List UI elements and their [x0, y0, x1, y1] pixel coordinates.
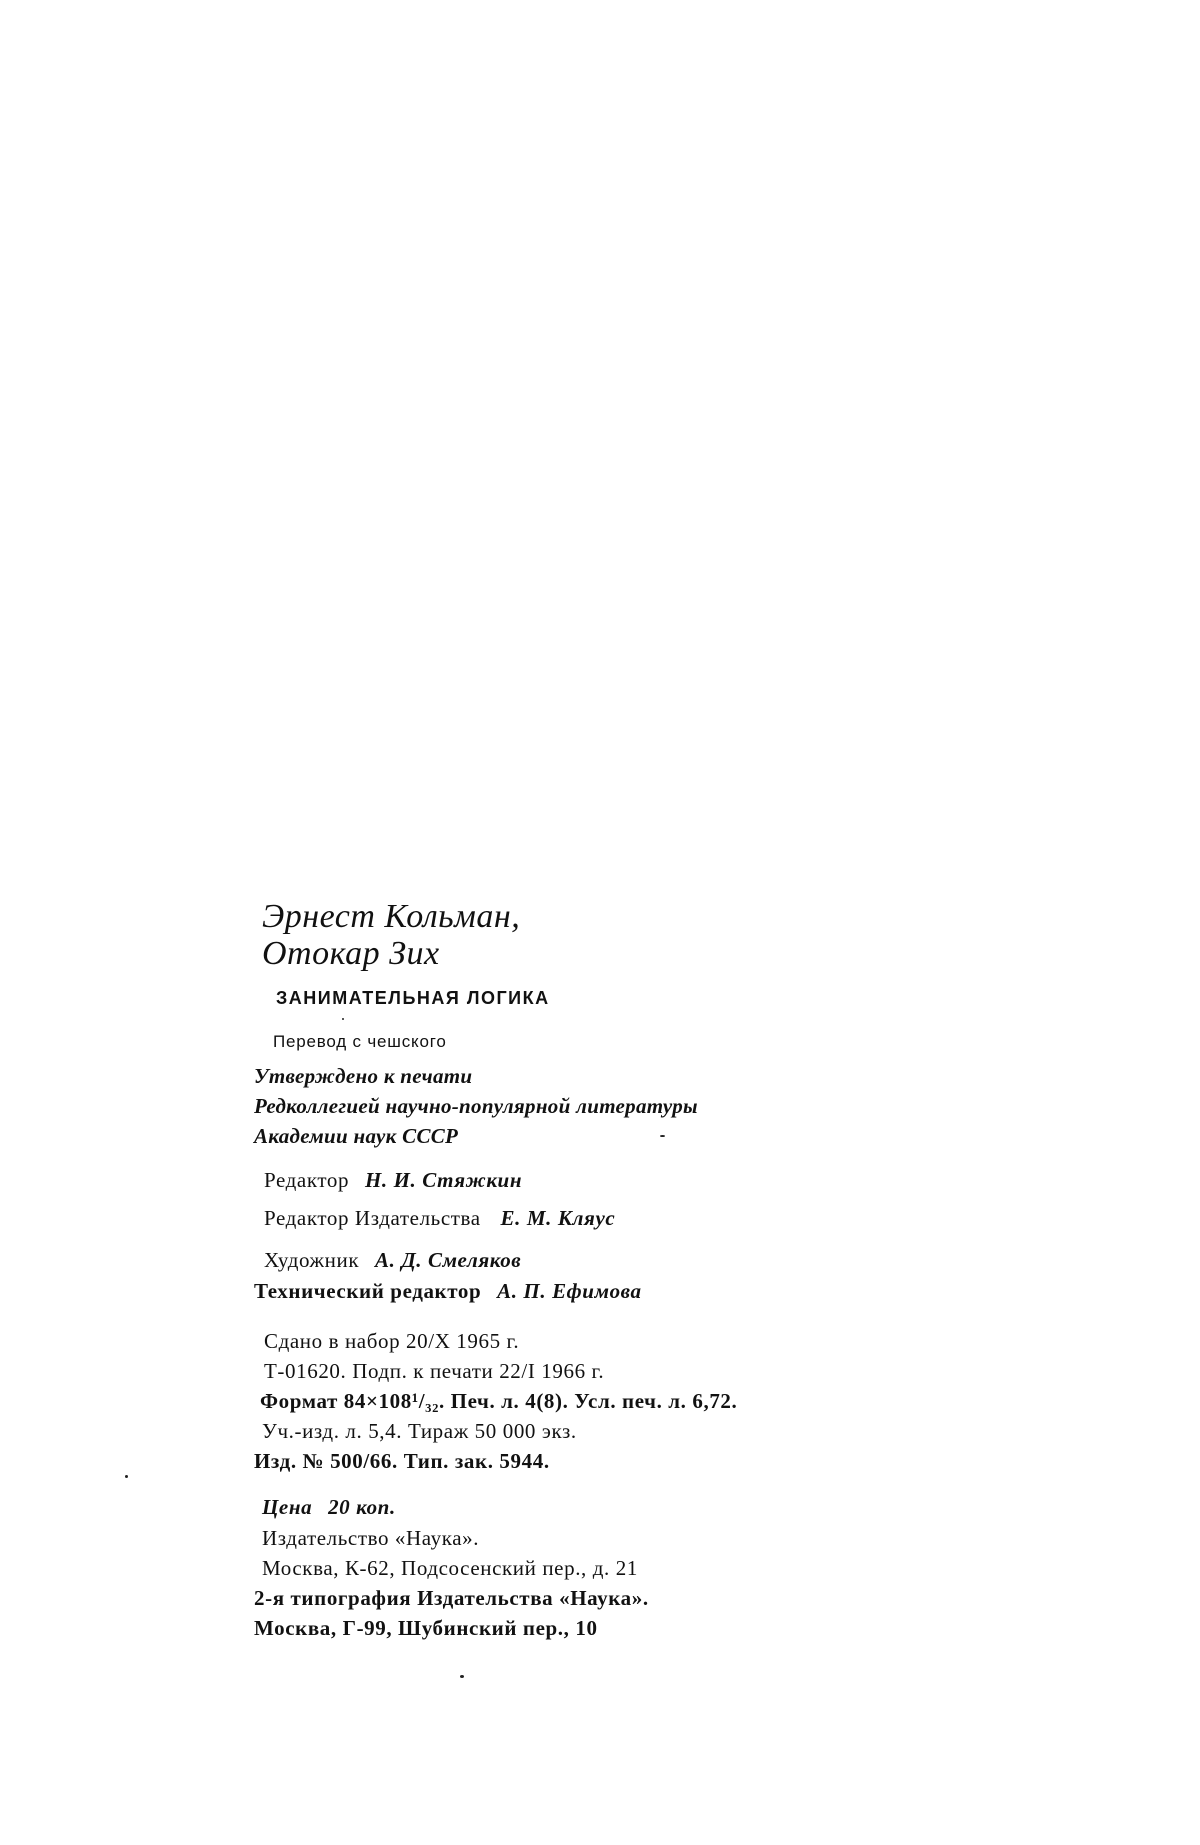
price-label: Цена: [262, 1495, 313, 1519]
artist-role: Художник: [264, 1248, 360, 1272]
publisher-line-1: Издательство «Наука».: [262, 1526, 480, 1550]
translation-note: Перевод с чешского: [273, 1032, 447, 1051]
publisher-line-2: Москва, К-62, Подсосенский пер., д. 21: [262, 1556, 638, 1580]
artist-credit: [264, 1248, 521, 1273]
scan-speck: [660, 1135, 665, 1137]
scan-speck: [460, 1675, 464, 1678]
author-line-1: Эрнест Кольман,: [262, 898, 521, 935]
scan-speck: [125, 1475, 128, 1478]
tech-editor-name: А. П. Ефимова: [497, 1279, 642, 1303]
approval-line-2: Редколлегией научно-популярной литературы: [254, 1094, 698, 1118]
imprint-line-5: Изд. № 500/66. Тип. зак. 5944.: [254, 1449, 550, 1473]
editor-name: Н. И. Стяжкин: [364, 1168, 523, 1192]
approval-line-3: Академии наук СССР: [254, 1124, 459, 1148]
editor-role: Редактор: [264, 1168, 350, 1192]
imprint-line-3: Формат 84×108¹/₃₂. Печ. л. 4(8). Усл. печ. л. 6,72.: [260, 1389, 738, 1413]
tech-editor-role: Технический редактор: [254, 1279, 482, 1303]
publisher-editor-credit: [264, 1206, 615, 1231]
book-title: ЗАНИМАТЕЛЬНАЯ ЛОГИКА: [276, 988, 550, 1008]
price: [262, 1495, 396, 1520]
author-line-2: Отокар Зих: [262, 935, 440, 972]
editor-credit: [264, 1168, 522, 1193]
publisher-line-3: 2-я типография Издательства «Наука».: [254, 1586, 649, 1610]
imprint-line-4: Уч.-изд. л. 5,4. Тираж 50 000 экз.: [262, 1419, 577, 1443]
publisher-editor-name: Е. М. Кляус: [500, 1206, 616, 1230]
artist-name: А. Д. Смеляков: [375, 1248, 522, 1272]
scan-speck: [342, 1018, 344, 1020]
imprint-line-1: Сдано в набор 20/X 1965 г.: [264, 1329, 520, 1353]
imprint-line-2: Т-01620. Подп. к печати 22/I 1966 г.: [264, 1359, 605, 1383]
publisher-editor-role: Редактор Издательства: [264, 1206, 481, 1230]
tech-editor-credit: [254, 1279, 642, 1304]
approval-line-1: Утверждено к печати: [254, 1064, 473, 1088]
price-value: 20 коп.: [328, 1495, 396, 1519]
publisher-line-4: Москва, Г-99, Шубинский пер., 10: [254, 1616, 598, 1640]
